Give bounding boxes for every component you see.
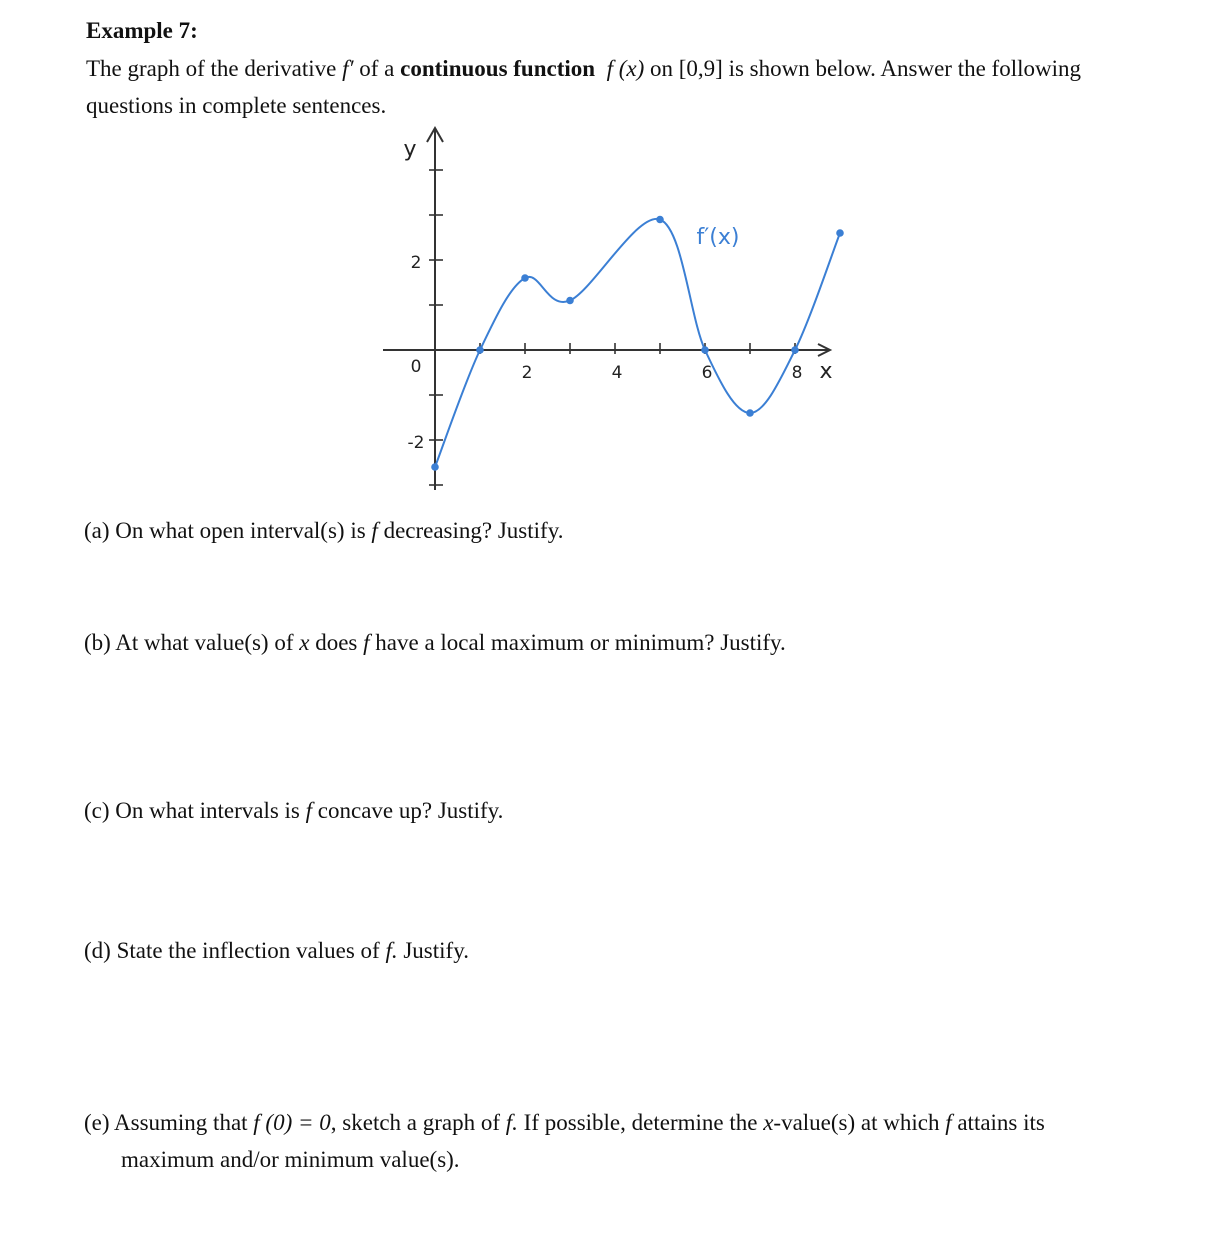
question-d-f: f.: [385, 938, 398, 963]
curve-point: [836, 229, 844, 237]
fprime-curve: [435, 219, 840, 467]
curve-point: [431, 463, 439, 471]
y-tick-label: 2: [410, 253, 422, 273]
question-c: [84, 792, 503, 829]
question-b-text-3: have a local maximum or minimum? Justify.: [369, 630, 786, 655]
question-e-f2: f: [945, 1110, 952, 1135]
x-axis-label: x: [819, 359, 833, 384]
question-e-f1: f.: [505, 1110, 518, 1135]
question-e: [84, 1104, 1164, 1178]
intro-text-2: of a: [353, 56, 401, 81]
intro-fx: f (x): [606, 56, 645, 81]
curve-label: f′(x): [696, 225, 740, 250]
intro-fprime: f′: [342, 56, 354, 81]
question-e-math: f (0) = 0: [253, 1110, 331, 1135]
intro-interval: [0,9]: [678, 56, 723, 81]
question-d: [84, 932, 469, 969]
question-b-f: f: [363, 630, 370, 655]
x-tick-label: 8: [791, 363, 803, 383]
curve-point: [656, 216, 664, 224]
y-axis-label: y: [403, 137, 417, 162]
curve-point: [476, 346, 484, 354]
question-e-text-2: , sketch a graph of: [330, 1110, 506, 1135]
x-tick-label: 2: [521, 363, 533, 383]
question-e-x: x: [763, 1110, 774, 1135]
intro-paragraph: [86, 50, 1146, 124]
question-d-text-1: (d) State the inflection values of: [84, 938, 386, 963]
question-c-text-2: concave up? Justify.: [312, 798, 504, 823]
question-b-text-2: does: [309, 630, 364, 655]
question-e-line-2: maximum and/or minimum value(s).: [121, 1147, 460, 1172]
question-c-text-1: (c) On what intervals is: [84, 798, 306, 823]
question-e-text-1: (e) Assuming that: [84, 1110, 254, 1135]
question-a-f: f: [371, 518, 378, 543]
curve-point: [746, 409, 754, 417]
curve-point: [701, 346, 709, 354]
y-tick-label: -2: [407, 433, 425, 453]
intro-bold: continuous function: [400, 56, 596, 81]
curve-point: [521, 274, 529, 282]
example-heading: Example 7:: [86, 18, 198, 43]
question-b: [84, 624, 786, 661]
question-c-f: f: [305, 798, 313, 823]
intro-text-1: The graph of the derivative: [86, 56, 343, 81]
question-a-text-1: (a) On what open interval(s) is: [84, 518, 372, 543]
question-a-text-2: decreasing? Justify.: [377, 518, 564, 543]
x-tick-label: 6: [701, 363, 713, 383]
question-d-text-2: Justify.: [397, 938, 469, 963]
derivative-graph: [370, 118, 850, 500]
curve-point: [566, 297, 574, 305]
question-b-text-1: (b) At what value(s) of: [84, 630, 300, 655]
question-a: [84, 512, 563, 549]
question-b-x: x: [299, 630, 310, 655]
question-e-text-3: If possible, determine the: [517, 1110, 764, 1135]
question-e-text-4: -value(s) at which: [773, 1110, 946, 1135]
question-e-text-5: attains its: [951, 1110, 1045, 1135]
x-tick-label: 4: [611, 363, 623, 383]
intro-text-4: is shown below. Answer the following questions in complete sentences.: [86, 56, 1081, 118]
y-tick-label: 0: [410, 357, 422, 377]
intro-text-3: on: [644, 56, 679, 81]
curve-point: [791, 346, 799, 354]
